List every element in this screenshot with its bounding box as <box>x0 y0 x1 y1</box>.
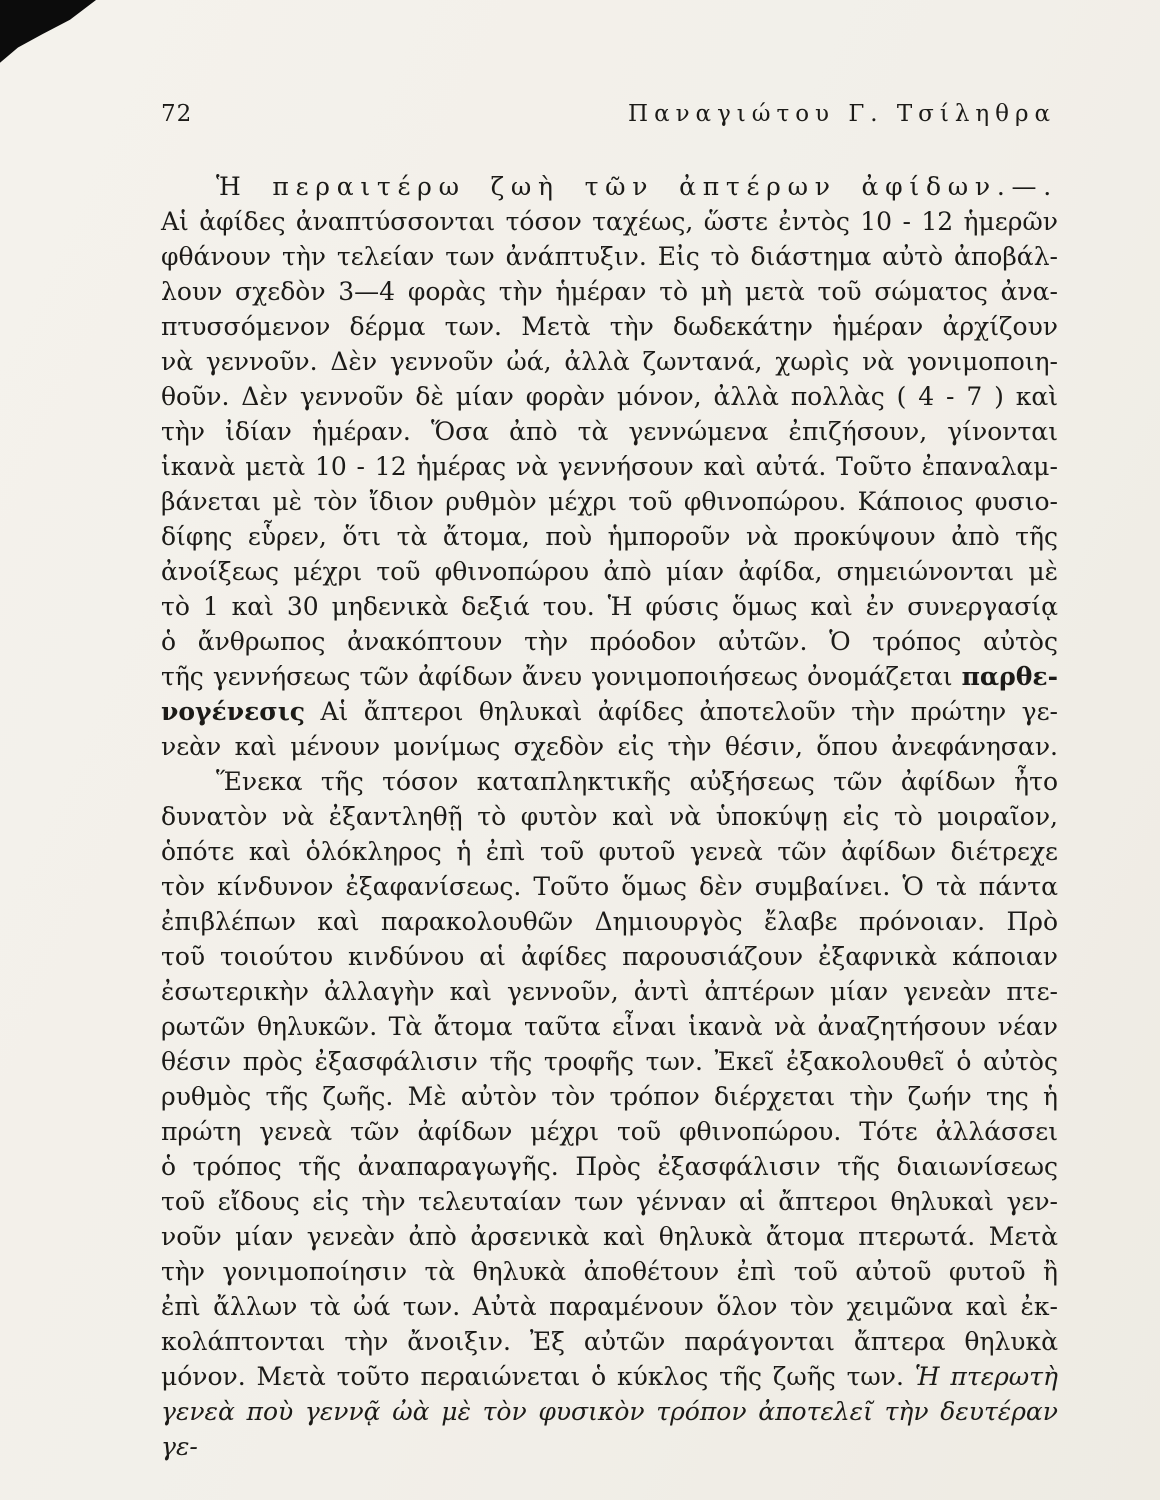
text-segment: Αἱ ἀφίδες ἀναπτύσσονται τόσον ταχέως, ὥστε ἐντὸς 10 - 12 ἡμερῶν <box>161 207 1058 236</box>
text-line <box>161 1184 1058 1219</box>
text-line <box>161 939 1058 974</box>
text-line <box>161 414 1058 449</box>
text-segment: τὴν ἰδίαν ἡμέραν. Ὅσα ἀπὸ τὰ γεννώμενα ἐπιζήσουν, γίνονται <box>161 417 1058 446</box>
text-line <box>161 694 1058 729</box>
text-segment: τοῦ εἴδους εἰς τὴν τελευταίαν των γένναν αἱ ἄπτεροι θηλυκαὶ γεν- <box>161 1187 1058 1216</box>
text-line <box>161 169 1058 204</box>
text-segment: Αἱ ἄπτεροι θηλυκαὶ ἀφίδες ἀποτελοῦν τὴν πρώτην γε- <box>305 697 1058 726</box>
text-segment: Ἕνεκα τῆς τόσον καταπληκτικῆς αὐξήσεως τῶν ἀφίδων ἦτο <box>216 767 1058 796</box>
text-segment: πτυσσόμενον δέρμα των. Μετὰ τὴν δωδεκάτην ἡμέραν ἀρχίζουν <box>161 312 1058 341</box>
text-line <box>161 834 1058 869</box>
text-segment: ἱκανὰ μετὰ 10 - 12 ἡμέρας νὰ γεννήσουν καὶ αὐτά. Τοῦτο ἐπαναλαμ- <box>161 452 1058 481</box>
text-line <box>161 1149 1058 1184</box>
running-head <box>161 101 1056 127</box>
text-segment: πρώτη γενεὰ τῶν ἀφίδων μέχρι τοῦ φθινοπώρου. Τότε ἀλλάσσει <box>161 1117 1058 1146</box>
text-line <box>161 869 1058 904</box>
page-number: 72 <box>161 101 193 127</box>
text-line <box>161 1044 1058 1079</box>
text-line <box>161 1394 1058 1461</box>
text-segment: θοῦν. Δὲν γεννοῦν δὲ μίαν φορὰν μόνον, ἀλλὰ πολλὰς ( 4 - 7 ) καὶ <box>161 382 1058 411</box>
text-segment: τὸν κίνδυνον ἐξαφανίσεως. Τοῦτο ὅμως δὲν συμβαίνει. Ὁ τὰ πάντα <box>161 872 1058 901</box>
text-segment: ὁ τρόπος τῆς ἀναπαραγωγῆς. Πρὸς ἐξασφάλισιν τῆς διαιωνίσεως <box>161 1152 1058 1181</box>
text-segment: ὁπότε καὶ ὁλόκληρος ἡ ἐπὶ τοῦ φυτοῦ γενεὰ τῶν ἀφίδων διέτρεχε <box>161 837 1058 866</box>
text-segment: ρωτῶν θηλυκῶν. Τὰ ἄτομα ταῦτα εἶναι ἱκανὰ νὰ ἀναζητήσουν νέαν <box>161 1012 1058 1041</box>
text-line <box>161 274 1058 309</box>
text-segment: ρυθμὸς τῆς ζωῆς. Μὲ αὐτὸν τὸν τρόπον διέρχεται τὴν ζωήν της ἡ <box>161 1082 1058 1111</box>
text-segment: ἐπιβλέπων καὶ παρακολουθῶν Δημιουργὸς ἔλαβε πρόνοιαν. Πρὸ <box>161 907 1058 936</box>
text-line <box>161 1289 1058 1324</box>
text-segment: παρθε- <box>961 662 1058 691</box>
text-line <box>161 624 1058 659</box>
text-line <box>161 974 1058 1009</box>
text-line <box>161 1359 1058 1394</box>
text-segment: δίφης εὗρεν, ὅτι τὰ ἄτομα, ποὺ ἡμποροῦν νὰ προκύψουν ἀπὸ τῆς <box>161 522 1058 551</box>
text-segment: τὴν γονιμοποίησιν τὰ θηλυκὰ ἀποθέτουν ἐπὶ τοῦ αὐτοῦ φυτοῦ ἢ <box>161 1257 1058 1286</box>
text-segment: νοῦν μίαν γενεὰν ἀπὸ ἀρσενικὰ καὶ θηλυκὰ ἄτομα πτερωτά. Μετὰ <box>161 1222 1058 1251</box>
text-line <box>161 379 1058 414</box>
text-line <box>161 344 1058 379</box>
text-segment: ὁ ἄνθρωπος ἀνακόπτουν τὴν πρόοδον αὐτῶν. Ὁ τρόπος αὐτὸς <box>161 627 1058 656</box>
text-line <box>161 1254 1058 1289</box>
text-segment: Ἡ πτερωτὴ <box>914 1362 1058 1391</box>
text-segment: θέσιν πρὸς ἐξασφάλισιν τῆς τροφῆς των. Ἐκεῖ ἐξακολουθεῖ ὁ αὐτὸς <box>161 1047 1058 1076</box>
text-segment: νὰ γεννοῦν. Δὲν γεννοῦν ὠά, ἀλλὰ ζωντανά, χωρὶς νὰ γονιμοποιη- <box>161 347 1058 376</box>
text-line <box>161 1324 1058 1359</box>
text-segment: Ἡ περαιτέρω ζωὴ τῶν ἀπτέρων ἀφίδων.—. <box>216 172 1058 201</box>
text-line <box>161 729 1058 764</box>
text-segment: ἐσωτερικὴν ἀλλαγὴν καὶ γεννοῦν, ἀντὶ ἀπτέρων μίαν γενεὰν πτε- <box>161 977 1058 1006</box>
text-segment: δυνατὸν νὰ ἐξαντληθῇ τὸ φυτὸν καὶ νὰ ὑποκύψῃ εἰς τὸ μοιραῖον, <box>161 802 1058 831</box>
body-text <box>161 169 1058 1461</box>
text-segment: νεὰν καὶ μένουν μονίμως σχεδὸν εἰς τὴν θέσιν, ὅπου ἀνεφάνησαν. <box>161 732 1058 761</box>
text-segment: ἀνοίξεως μέχρι τοῦ φθινοπώρου ἀπὸ μίαν ἀφίδα, σημειώνονται μὲ <box>161 557 1058 586</box>
text-line <box>161 309 1058 344</box>
text-line <box>161 239 1058 274</box>
text-segment: φθάνουν τὴν τελείαν των ἀνάπτυξιν. Εἰς τὸ διάστημα αὐτὸ ἀποβάλ- <box>161 242 1058 271</box>
text-line <box>161 1219 1058 1254</box>
text-line <box>161 1079 1058 1114</box>
text-segment: βάνεται μὲ τὸν ἴδιον ρυθμὸν μέχρι τοῦ φθινοπώρου. Κάποιος φυσιο- <box>161 487 1058 516</box>
text-segment: ἐπὶ ἄλλων τὰ ὠά των. Αὐτὰ παραμένουν ὅλον τὸν χειμῶνα καὶ ἐκ- <box>161 1292 1058 1321</box>
text-segment: τοῦ τοιούτου κινδύνου αἱ ἀφίδες παρουσιάζουν ἐξαφνικὰ κάποιαν <box>161 942 1058 971</box>
text-line <box>161 519 1058 554</box>
scan-corner-smudge <box>0 0 100 66</box>
text-segment: νογένεσις <box>161 697 306 726</box>
text-segment: κολάπτονται τὴν ἄνοιξιν. Ἐξ αὐτῶν παράγονται ἄπτερα θηλυκὰ <box>161 1327 1058 1356</box>
text-line <box>161 589 1058 624</box>
text-line <box>161 1009 1058 1044</box>
text-line <box>161 799 1058 834</box>
text-line <box>161 204 1058 239</box>
text-line <box>161 484 1058 519</box>
text-segment: τὸ 1 καὶ 30 μηδενικὰ δεξιά του. Ἡ φύσις ὅμως καὶ ἐν συνεργασίᾳ <box>161 592 1058 621</box>
text-segment: μόνον. Μετὰ τοῦτο περαιώνεται ὁ κύκλος τῆς ζωῆς των. <box>161 1362 915 1391</box>
text-line <box>161 764 1058 799</box>
text-line <box>161 659 1058 694</box>
text-line <box>161 1114 1058 1149</box>
text-segment: τῆς γεννήσεως τῶν ἀφίδων ἄνευ γονιμοποιήσεως ὀνομάζεται <box>161 662 962 691</box>
text-line <box>161 904 1058 939</box>
text-segment: λουν σχεδὸν 3—4 φορὰς τὴν ἡμέραν τὸ μὴ μετὰ τοῦ σώματος ἀνα- <box>161 277 1058 306</box>
text-segment: γενεὰ ποὺ γεννᾷ ὠὰ μὲ τὸν φυσικὸν τρόπον ἀποτελεῖ τὴν δευτέραν γε- <box>161 1397 1058 1461</box>
text-line <box>161 554 1058 589</box>
text-line <box>161 449 1058 484</box>
running-title: Παναγιώτου Γ. Τσίληθρα <box>628 101 1056 127</box>
